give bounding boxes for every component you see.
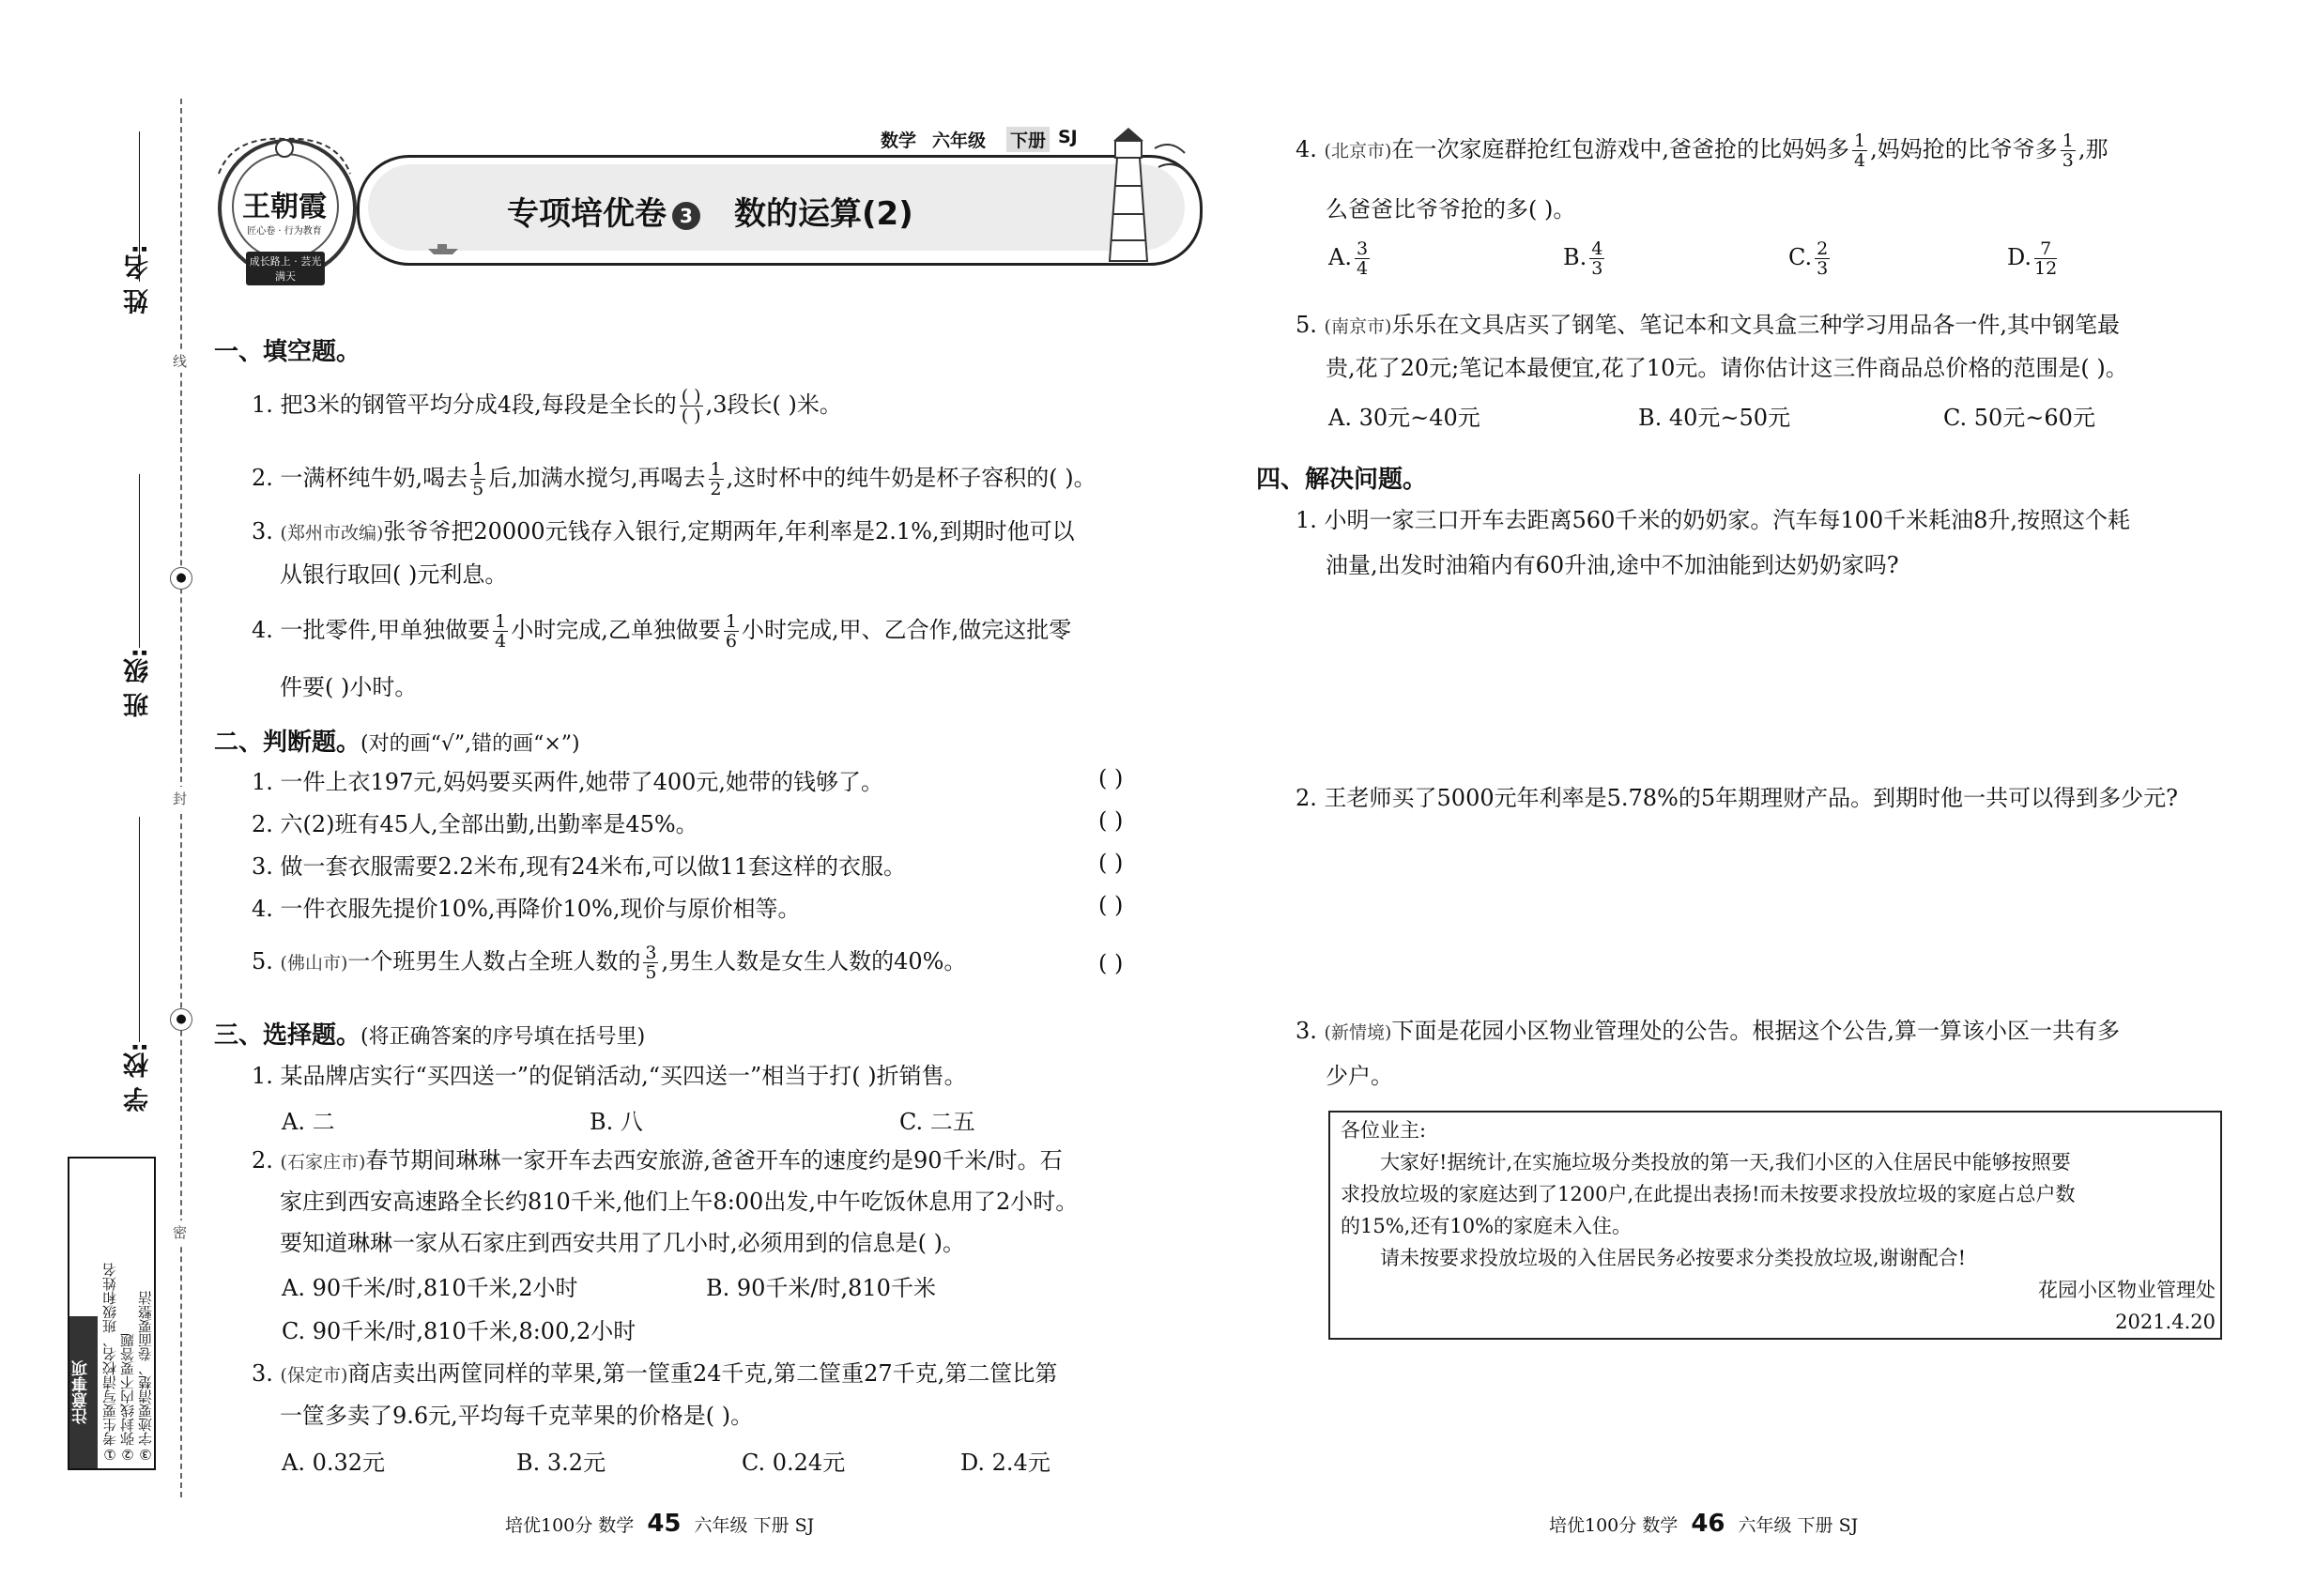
choice-q5-option-b[interactable]: B. 40元~50元 — [1638, 405, 1791, 431]
footer-right — [1549, 1510, 1858, 1538]
fraction-denominator: 5 — [645, 962, 657, 983]
fill-q4 — [252, 612, 1071, 651]
judge-answer-box[interactable]: ( ) — [1098, 765, 1124, 791]
name-label: 姓 名: — [124, 244, 153, 315]
choice-q2-number: 2. — [252, 1147, 281, 1174]
fraction-denominator: 5 — [472, 479, 484, 499]
solve-q3-line2: 少户。 — [1326, 1063, 1393, 1089]
judge-q4: 4. 一件衣服先提价10%,再降价10%,现价与原价相等。 — [252, 896, 801, 922]
option-letter: D. — [2007, 244, 2032, 270]
fill-q4-text: 小时完成,甲、乙合作,做完这批零 — [741, 617, 1072, 643]
fill-q4-text: 小时完成,乙单独做要 — [511, 617, 721, 643]
source-tag: (新情境) — [1324, 1022, 1392, 1043]
grade-tag: 六年级 — [932, 130, 987, 151]
fraction-denominator: 3 — [1591, 258, 1603, 279]
choice-q2-option-c[interactable]: C. 90千米/时,810千米,8:00,2小时 — [282, 1318, 636, 1344]
notes-box — [68, 1157, 156, 1470]
solve-q3 — [1296, 1014, 2120, 1050]
footer-book-label: 培优100分 数学 — [505, 1515, 635, 1536]
fraction-numerator: 1 — [725, 611, 737, 632]
choice-q5-option-c[interactable]: C. 50元~60元 — [1943, 405, 2095, 431]
fraction — [1815, 239, 1830, 278]
fraction-numerator: 1 — [495, 611, 507, 632]
fill-q1 — [252, 387, 842, 425]
judge-q5-number: 5. — [252, 948, 281, 974]
boat-icon — [424, 241, 462, 256]
fraction-numerator: 4 — [1591, 238, 1603, 259]
fill-q1-text: ,3段长( )米。 — [705, 391, 842, 418]
fraction-numerator: 1 — [472, 459, 484, 480]
choice-q3-option-d[interactable]: D. 2.4元 — [960, 1450, 1050, 1476]
fraction-numerator: 3 — [1356, 238, 1369, 259]
fraction — [1355, 239, 1370, 278]
section-choice-heading — [214, 1016, 645, 1051]
fill-q2 — [252, 460, 1096, 499]
fill-q2-text: 后,加满水搅匀,再喝去 — [488, 465, 706, 491]
source-tag: (南京市) — [1324, 316, 1392, 337]
option-letter: C. — [1788, 244, 1813, 270]
solve-q2-answer-area[interactable] — [1326, 826, 2217, 1005]
notice-line4: 请未按要求投放垃圾的入住居民务必按要求分类投放垃圾,谢谢配合! — [1380, 1247, 1967, 1269]
judge-q1: 1. 一件上衣197元,妈妈要买两件,她带了400元,她带的钱够了。 — [252, 769, 884, 795]
solve-q1-line2: 油量,出发时油箱内有60升油,途中不加油能到达奶奶家吗? — [1326, 552, 1899, 578]
source-tag: (佛山市) — [280, 953, 348, 974]
fraction-denominator: 2 — [710, 479, 722, 499]
fraction — [470, 460, 485, 499]
option-letter: A. — [1328, 244, 1352, 270]
fraction-denominator: 6 — [725, 631, 737, 652]
choice-q3-option-c[interactable]: C. 0.24元 — [742, 1450, 846, 1476]
binding-hole-icon: ● — [170, 1008, 192, 1031]
choice-q4-text: ,那 — [2078, 136, 2108, 162]
lighthouse-icon — [1081, 120, 1194, 270]
choice-q5-option-a[interactable]: A. 30元~40元 — [1328, 405, 1480, 431]
solve-q1: 1. 小明一家三口开车去距离560千米的奶奶家。汽车每100千米耗油8升,按照这个耗 — [1296, 507, 2131, 533]
source-tag: (郑州市改编) — [280, 523, 384, 544]
source-tag: (石家庄市) — [280, 1152, 366, 1173]
notice-line3: 的15%,还有10%的家庭未入住。 — [1341, 1215, 1633, 1237]
solve-q1-answer-area[interactable] — [1326, 591, 2217, 770]
page-number: 46 — [1691, 1510, 1725, 1538]
footer-left — [505, 1510, 814, 1538]
judge-answer-box[interactable]: ( ) — [1098, 892, 1124, 918]
fraction-numerator: ( ) — [681, 386, 701, 407]
class-field[interactable] — [139, 474, 140, 648]
fraction — [643, 944, 658, 982]
choice-q1-option-c[interactable]: C. 二五 — [899, 1109, 975, 1135]
footer-grade-label: 六年级 下册 SJ — [1738, 1515, 1859, 1536]
brand-logo-motto: 成长路上 · 芸光满天 — [246, 252, 325, 285]
fraction-denominator: 3 — [2062, 150, 2074, 171]
notes-item: ③字迹要清楚、卷面要整洁 — [137, 1291, 154, 1463]
choice-q4 — [1296, 131, 2108, 170]
cut-char: 线 — [172, 349, 188, 373]
choice-q4-text: ,妈妈抢的比爷爷多 — [1870, 136, 2058, 162]
judge-answer-box[interactable]: ( ) — [1098, 950, 1124, 976]
name-field[interactable] — [139, 131, 140, 282]
fraction-numerator: 1 — [710, 459, 722, 480]
fraction — [1589, 239, 1604, 278]
option-letter: B. — [1563, 244, 1587, 270]
fill-q1-blank-fraction[interactable] — [680, 387, 703, 425]
judge-q5-text: 一个班男生人数占全班人数的 — [347, 948, 641, 974]
fill-q2-text: 2. 一满杯纯牛奶,喝去 — [252, 465, 468, 491]
section-fill-heading: 一、填空题。 — [214, 338, 361, 366]
choice-q5-line2: 贵,花了20元;笔记本最便宜,花了10元。请你估计这三件商品总价格的范围是( )。 — [1326, 355, 2128, 381]
fill-q3-text: 张爷爷把20000元钱存入银行,定期两年,年利率是2.1%,到期时他可以 — [383, 518, 1075, 545]
choice-q4-number: 4. — [1296, 136, 1325, 162]
subject-tag: 数学 — [881, 130, 917, 151]
choice-q3-option-a[interactable]: A. 0.32元 — [282, 1450, 386, 1476]
school-field[interactable] — [139, 817, 140, 1042]
fraction — [493, 612, 508, 651]
fraction-denominator: 3 — [1817, 258, 1829, 279]
choice-q3 — [252, 1357, 1057, 1392]
section-judge-title: 二、判断题。 — [214, 729, 361, 757]
choice-q4-option-c[interactable] — [1788, 239, 1832, 278]
choice-q2-line3: 要知道琳琳一家从石家庄到西安共用了几小时,必须用到的信息是( )。 — [280, 1230, 965, 1256]
choice-q5-text: 乐乐在文具店买了钢笔、笔记本和文具盒三种学习用品各一件,其中钢笔最 — [1391, 312, 2120, 338]
title-number-badge: 3 — [672, 202, 700, 230]
notes-title: 注意事项 — [69, 1316, 98, 1468]
fill-q3-number: 3. — [252, 518, 281, 545]
fraction-numerator: 1 — [1854, 130, 1866, 151]
judge-q3: 3. 做一套衣服需要2.2米布,现有24米布,可以做11套这样的衣服。 — [252, 853, 907, 880]
choice-q1: 1. 某品牌店实行“买四送一”的促销活动,“买四送一”相当于打( )折销售。 — [252, 1063, 967, 1089]
notice-line2: 求投放垃圾的家庭达到了1200户,在此提出表扬!而未按要求投放垃圾的家庭占总户数 — [1341, 1183, 2076, 1205]
fraction-denominator: 4 — [1356, 258, 1369, 279]
class-label: 班 级: — [124, 648, 153, 718]
choice-q2 — [252, 1143, 1063, 1179]
fill-q4-line2: 件要( )小时。 — [280, 674, 418, 700]
fraction-numerator: 7 — [2034, 239, 2057, 259]
fraction — [724, 612, 739, 651]
fraction-denominator: 4 — [495, 631, 507, 652]
choice-q2-line2: 家庄到西安高速路全长约810千米,他们上午8:00出发,中午吃饭休息用了2小时。 — [280, 1189, 1079, 1215]
footer-book-label: 培优100分 数学 — [1549, 1515, 1679, 1536]
section-choice-note: (将正确答案的序号填在括号里) — [360, 1025, 646, 1049]
choice-q3-text: 商店卖出两筐同样的苹果,第一筐重24千克,第二筐重27千克,第二筐比第 — [347, 1360, 1058, 1387]
notes-item: ①考生要写清校名、班级和姓名 — [101, 1263, 118, 1463]
section-judge-heading — [214, 723, 580, 758]
choice-q4-option-a[interactable] — [1328, 239, 1372, 278]
judge-answer-box[interactable]: ( ) — [1098, 807, 1124, 834]
choice-q4-option-d[interactable] — [2007, 239, 2060, 278]
notice-date: 2021.4.20 — [2115, 1311, 2216, 1333]
brand-logo-tagline: 匠心卷 · 行为教育 — [247, 226, 322, 237]
choice-q5 — [1296, 308, 2120, 344]
fill-q1-text: 1. 把3米的钢管平均分成4段,每段是全长的 — [252, 391, 677, 418]
fraction-denominator: 4 — [1854, 150, 1866, 171]
solve-q3-number: 3. — [1296, 1018, 1325, 1044]
choice-q2-text: 春节期间琳琳一家开车去西安旅游,爸爸开车的速度约是90千米/时。石 — [365, 1147, 1063, 1174]
choice-q2-option-b[interactable]: B. 90千米/时,810千米 — [706, 1275, 936, 1301]
fraction — [709, 460, 724, 499]
section-judge-note: (对的画“√”,错的画“×”) — [360, 732, 580, 756]
choice-q4-option-b[interactable] — [1563, 239, 1607, 278]
volume-tag: 下册 — [1006, 127, 1050, 152]
section-choice-title: 三、选择题。 — [214, 1021, 361, 1050]
fraction — [2061, 131, 2076, 170]
choice-q4-line2: 么爸爸比爷爷抢的多( )。 — [1326, 196, 1576, 223]
page-title — [507, 188, 913, 234]
footer-grade-label: 六年级 下册 SJ — [694, 1515, 815, 1536]
fraction-denominator: 12 — [2034, 258, 2058, 279]
choice-q1-option-a[interactable]: A. 二 — [282, 1109, 335, 1135]
edition-tag: SJ — [1058, 127, 1078, 147]
school-label: 学 校: — [124, 1042, 153, 1113]
choice-q4-text: 在一次家庭群抢红包游戏中,爸爸抢的比妈妈多 — [1391, 136, 1849, 162]
choice-q3-line2: 一筐多卖了9.6元,平均每千克苹果的价格是( )。 — [280, 1403, 754, 1429]
judge-answer-box[interactable]: ( ) — [1098, 850, 1124, 876]
judge-q5 — [252, 944, 966, 982]
notice-signature: 花园小区物业管理处 — [2038, 1279, 2216, 1301]
fill-q3 — [252, 514, 1075, 550]
page-number: 45 — [647, 1510, 682, 1538]
title-prefix: 专项培优卷 — [507, 195, 667, 233]
fill-q4-text: 4. 一批零件,甲单独做要 — [252, 617, 491, 643]
fraction — [2034, 239, 2057, 278]
laurel-icon — [205, 131, 364, 178]
judge-q2: 2. 六(2)班有45人,全部出勤,出勤率是45%。 — [252, 811, 698, 837]
notice-line1: 大家好!据统计,在实施垃圾分类投放的第一天,我们小区的入住居民中能够按照要 — [1380, 1151, 2071, 1174]
notes-item: ②弥封线内不要答题 — [119, 1333, 136, 1463]
choice-q5-number: 5. — [1296, 312, 1325, 338]
judge-q5-text: ,男生人数是女生人数的40%。 — [661, 948, 967, 974]
choice-q1-option-b[interactable]: B. 八 — [590, 1109, 643, 1135]
binding-hole-icon: ● — [170, 567, 192, 590]
choice-q3-option-b[interactable]: B. 3.2元 — [516, 1450, 606, 1476]
title-main: 数的运算(2) — [734, 195, 913, 233]
choice-q3-number: 3. — [252, 1360, 281, 1387]
section-solve-heading: 四、解决问题。 — [1256, 466, 1428, 494]
solve-q3-text: 下面是花园小区物业管理处的公告。根据这个公告,算一算该小区一共有多 — [1391, 1018, 2120, 1044]
fill-q2-text: ,这时杯中的纯牛奶是杯子容积的( )。 — [726, 465, 1096, 491]
fill-q3-line2: 从银行取回( )元利息。 — [280, 561, 508, 588]
cut-char: 密 — [172, 1220, 188, 1244]
fraction-numerator: 1 — [2062, 130, 2074, 151]
source-tag: (北京市) — [1324, 141, 1392, 161]
fraction-numerator: 2 — [1817, 238, 1829, 259]
fraction-numerator: 3 — [645, 943, 657, 963]
cut-char: 封 — [172, 787, 188, 810]
source-tag: (保定市) — [280, 1365, 348, 1386]
fraction-denominator: ( ) — [681, 406, 701, 426]
brand-logo-text: 王朝霞 — [242, 191, 327, 223]
notice-greeting: 各位业主: — [1341, 1119, 1427, 1142]
choice-q2-option-a[interactable]: A. 90千米/时,810千米,2小时 — [282, 1275, 578, 1301]
fraction — [1852, 131, 1867, 170]
solve-q2: 2. 王老师买了5000元年利率是5.78%的5年期理财产品。到期时他一共可以得到多少元? — [1296, 785, 2178, 811]
